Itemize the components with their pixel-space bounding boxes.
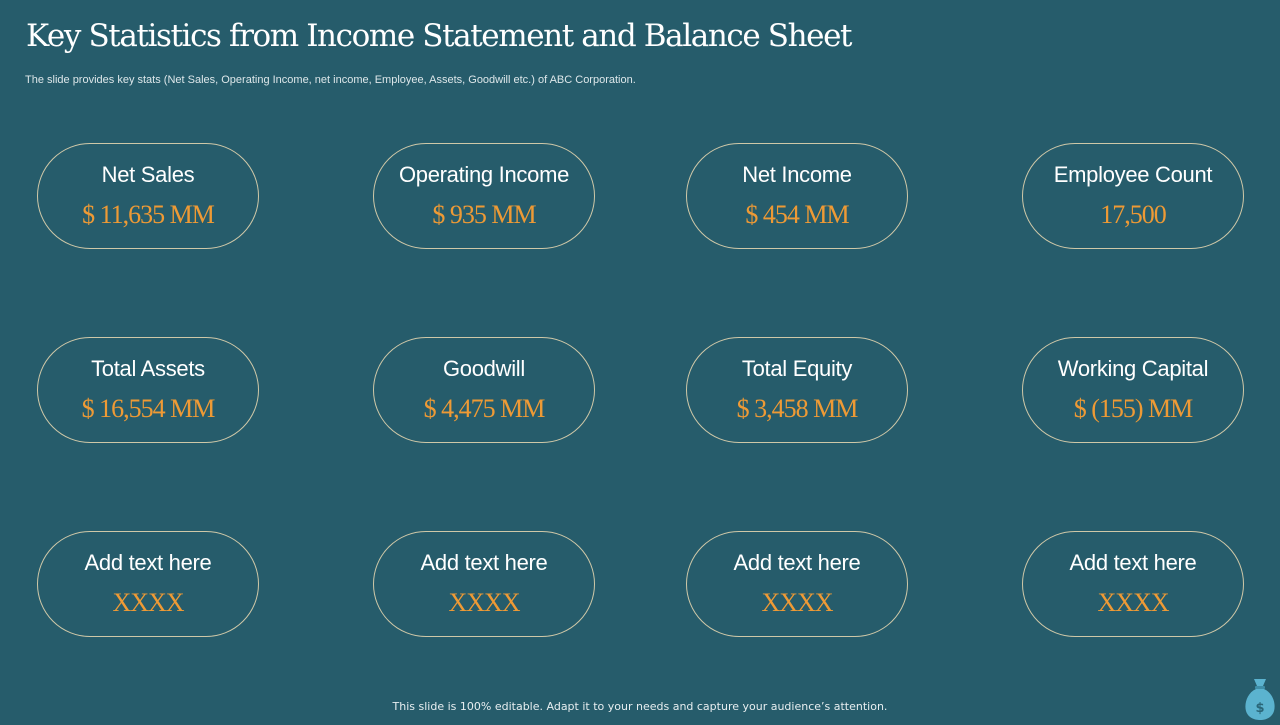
stat-card-net-sales bbox=[37, 143, 259, 249]
stat-value: XXXX bbox=[448, 588, 520, 617]
stat-label: Net Sales bbox=[101, 162, 195, 187]
stat-card-goodwill bbox=[373, 337, 595, 443]
money-bag-icon bbox=[1243, 677, 1277, 720]
stat-value: 17,500 bbox=[1100, 200, 1166, 229]
footer-note: This slide is 100% editable. Adapt it to your needs and capture your audience’s attention. bbox=[392, 700, 888, 713]
stat-label: Net Income bbox=[742, 162, 852, 187]
stat-label: Add text here bbox=[1069, 550, 1197, 575]
stat-label: Add text here bbox=[84, 550, 212, 575]
stat-value: $ 4,475 MM bbox=[423, 394, 545, 423]
stat-card-employee-count bbox=[1022, 143, 1244, 249]
stat-card-operating-income bbox=[373, 143, 595, 249]
stat-value: $ 935 MM bbox=[432, 200, 536, 229]
slide-title: Key Statistics from Income Statement and Balance Sheet bbox=[26, 18, 852, 54]
stat-label: Working Capital bbox=[1057, 356, 1209, 381]
stat-card-total-assets bbox=[37, 337, 259, 443]
stat-label: Operating Income bbox=[398, 162, 570, 187]
stat-value: XXXX bbox=[112, 588, 184, 617]
stat-card-placeholder bbox=[686, 531, 908, 637]
stat-label: Goodwill bbox=[443, 356, 525, 381]
stat-card-placeholder bbox=[37, 531, 259, 637]
stat-value: XXXX bbox=[1097, 588, 1169, 617]
stat-value: $ 16,554 MM bbox=[81, 394, 215, 423]
stat-label: Employee Count bbox=[1053, 162, 1213, 187]
stat-label: Total Equity bbox=[741, 356, 853, 381]
stat-card-net-income bbox=[686, 143, 908, 249]
svg-text:$: $ bbox=[1255, 701, 1265, 716]
stat-value: $ 3,458 MM bbox=[736, 394, 858, 423]
slide-subtitle: The slide provides key stats (Net Sales, Operating Income, net income, Employee, Assets, Goodwill etc.) of ABC Corporation. bbox=[25, 74, 636, 86]
stat-value: $ (155) MM bbox=[1073, 394, 1193, 423]
stat-value: $ 454 MM bbox=[745, 200, 849, 229]
stat-label: Total Assets bbox=[91, 356, 205, 381]
stat-value: XXXX bbox=[761, 588, 833, 617]
stat-card-placeholder bbox=[373, 531, 595, 637]
stat-card-total-equity bbox=[686, 337, 908, 443]
stat-card-working-capital bbox=[1022, 337, 1244, 443]
stat-label: Add text here bbox=[733, 550, 861, 575]
stat-label: Add text here bbox=[420, 550, 548, 575]
stat-card-placeholder bbox=[1022, 531, 1244, 637]
stat-value: $ 11,635 MM bbox=[82, 200, 214, 229]
